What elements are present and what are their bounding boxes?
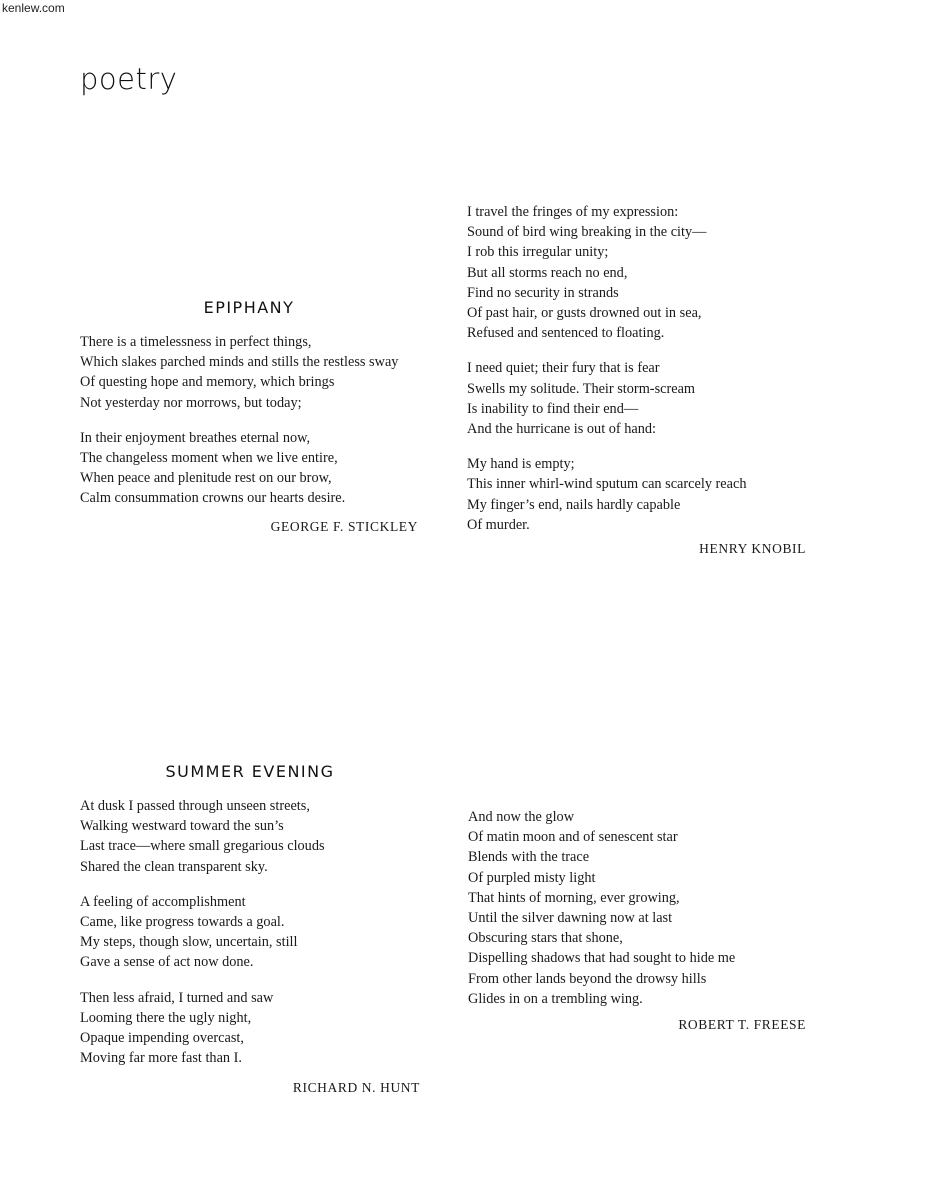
poem-line: At dusk I passed through unseen streets, — [80, 798, 310, 814]
poem-line: And the hurricane is out of hand: — [467, 421, 656, 438]
stanza — [80, 796, 420, 877]
poem-line: Until the silver dawning now at last — [468, 910, 673, 927]
poem-line: I travel the fringes of my expression: — [467, 204, 679, 220]
poem-body — [468, 807, 806, 1009]
poem-author: ROBERT T. FREESE — [678, 1017, 806, 1033]
poem-line: In their enjoyment breathes eternal now, — [80, 429, 311, 446]
stanza — [467, 202, 806, 343]
stanza — [80, 332, 418, 413]
site-watermark: kenlew.com — [2, 1, 65, 15]
poem-line: Is inability to find their end— — [467, 400, 639, 417]
poem-line: Walking westward toward the sun’s — [80, 818, 284, 835]
poem-line: Refused and sentenced to floating. — [467, 325, 665, 342]
poem-line: My finger’s end, nails hardly capable — [467, 496, 681, 513]
poem-untitled — [467, 202, 806, 557]
poem-line: That hints of morning, ever growing, — [468, 889, 680, 906]
poem-line: Obscuring stars that shone, — [468, 930, 623, 947]
poem-line: And now the glow — [468, 809, 575, 825]
poem-line: Shared the clean transparent sky. — [80, 858, 268, 875]
poem-author: RICHARD N. HUNT — [292, 1080, 420, 1096]
poem-body — [80, 796, 420, 1068]
poem-author: GEORGE F. STICKLEY — [270, 518, 418, 534]
poem-author: HENRY KNOBIL — [699, 541, 806, 557]
poem-line: Not yesterday nor morrows, but today; — [80, 394, 302, 411]
poem-line: My hand is empty; — [467, 456, 575, 473]
poem-line: Last trace—where small gregarious clouds — [80, 838, 325, 855]
stanza — [467, 454, 806, 535]
poem-line: Gave a sense of act now done. — [80, 954, 254, 971]
poem-line: Swells my solitude. Their storm-scream — [467, 380, 696, 397]
poem-line: From other lands beyond the drowsy hills — [468, 970, 707, 987]
poem-line: This inner whirl-wind sputum can scarcely reach — [467, 476, 747, 493]
poem-line: There is a timelessness in perfect things, — [80, 334, 312, 350]
poem-line: Of matin moon and of senescent star — [468, 829, 678, 846]
poem-line: I need quiet; their fury that is fear — [467, 360, 660, 377]
poem-epiphany — [80, 298, 418, 535]
poem-line: Which slakes parched minds and stills the restless sway — [80, 354, 399, 371]
poem-line: Then less afraid, I turned and saw — [80, 989, 274, 1006]
poem-line: Calm consummation crowns our hearts desire. — [80, 490, 346, 507]
poem-title: SUMMER EVENING — [165, 762, 335, 781]
poem-continuation — [468, 807, 806, 1033]
poem-line: But all storms reach no end, — [467, 264, 628, 281]
poem-line: Opaque impending overcast, — [80, 1030, 244, 1047]
poem-summer-evening — [80, 762, 420, 1096]
poem-line: My steps, though slow, uncertain, still — [80, 934, 298, 951]
poem-line: The changeless moment when we live entire, — [80, 450, 338, 467]
poem-line: Find no security in strands — [467, 284, 619, 301]
poem-line: When peace and plenitude rest on our brow, — [80, 470, 332, 487]
stanza — [467, 358, 806, 439]
poem-line: Blends with the trace — [468, 849, 590, 866]
poem-line: Dispelling shadows that had sought to hide me — [468, 950, 736, 967]
poem-line: Of past hair, or gusts drowned out in sea, — [467, 305, 702, 322]
poem-line: Sound of bird wing breaking in the city— — [467, 224, 707, 241]
poem-body — [80, 332, 418, 509]
stanza — [80, 988, 420, 1069]
poem-line: Of purpled misty light — [468, 869, 596, 886]
poem-line: Of murder. — [467, 516, 530, 533]
section-title: poetry — [80, 62, 178, 96]
poem-line: Glides in on a trembling wing. — [468, 990, 643, 1007]
poem-line: Of questing hope and memory, which brings — [80, 374, 335, 391]
stanza — [468, 807, 806, 1009]
poem-title: EPIPHANY — [203, 298, 295, 317]
poem-line: Came, like progress towards a goal. — [80, 914, 285, 931]
stanza — [80, 428, 418, 509]
stanza — [80, 892, 420, 973]
poem-line: Looming there the ugly night, — [80, 1009, 252, 1026]
poem-line: I rob this irregular unity; — [467, 244, 609, 261]
poem-line: Moving far more fast than I. — [80, 1050, 242, 1067]
poem-body — [467, 202, 806, 535]
poem-line: A feeling of accomplishment — [80, 893, 246, 910]
